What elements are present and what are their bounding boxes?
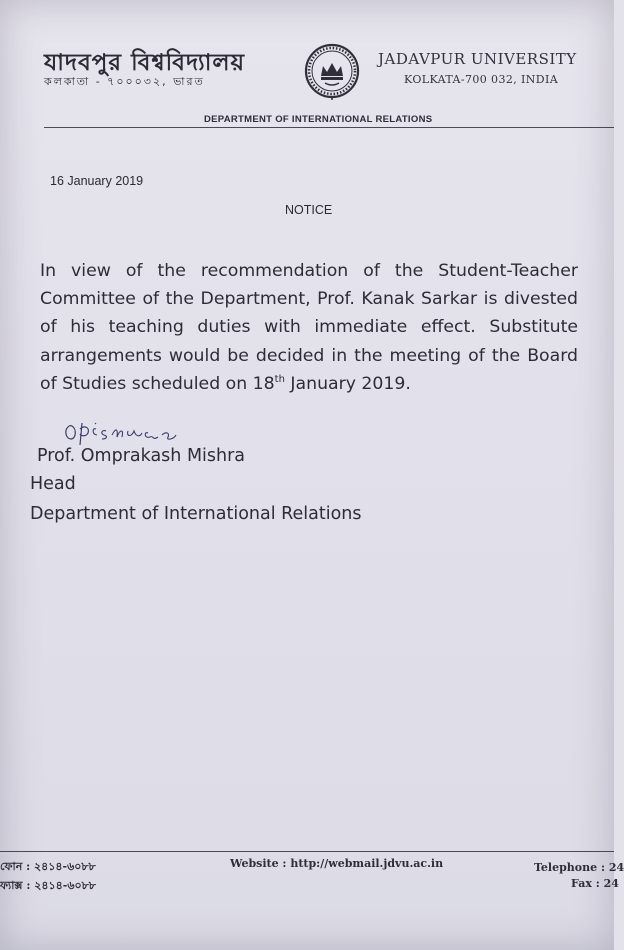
department-heading: DEPARTMENT OF INTERNATIONAL RELATIONS [204,114,433,125]
signatory-role: Head [30,474,76,494]
university-address-bengali: কলকাতা - ৭০০০৩২, ভারত [44,75,205,88]
notice-body-end: January 2019. [284,373,411,394]
university-address-english: KOLKATA-700 032, INDIA [404,73,559,86]
footer-fax-bengali: ফ্যাক্স : ২৪১৪-৬০৮৮ [0,879,96,892]
footer-fax: Fax : 24 [571,877,619,890]
university-name-bengali: যাদবপুর বিশ্ববিদ্যালয় [44,50,246,76]
university-name-english: JADAVPUR UNIVERSITY [378,50,577,68]
footer-telephone: Telephone : 24 [534,861,624,874]
university-seal-icon [303,42,361,100]
signatory-name: Prof. Omprakash Mishra [37,446,246,466]
footer-rule [0,851,614,852]
notice-body-main: In view of the recommendation of the Student-Teacher Committee of the Department, Prof. Kanak Sarkar is divested of his teaching duties with immediate effect. Substitute arrangements would be decided in the meeting of the Board of Studies scheduled on 18 [40,261,578,394]
notice-title: NOTICE [285,203,333,217]
notice-body [40,257,578,398]
notice-date: 16 January 2019 [50,174,144,188]
header-rule [44,127,614,128]
footer-phone-bengali: ফোন : ২৪১৪-৬০৮৮ [0,860,96,873]
signatory-department: Department of International Relations [30,504,362,524]
notice-body-ordinal: th [274,373,285,385]
footer-website: Website : http://webmail.jdvu.ac.in [230,857,444,870]
